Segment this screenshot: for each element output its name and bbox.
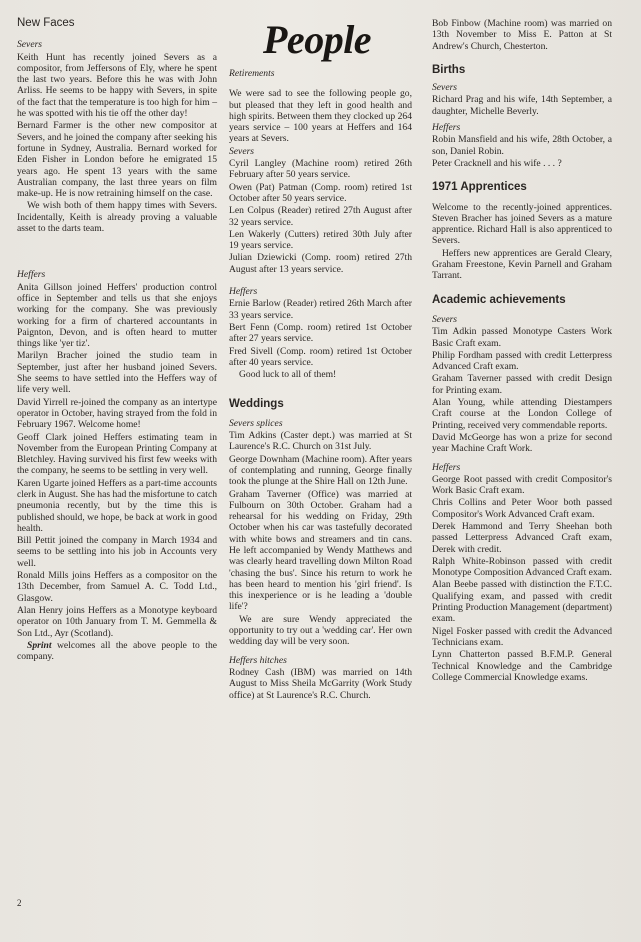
academic-heading: Academic achievements	[432, 293, 566, 306]
retirements-severs-list	[229, 158, 412, 275]
new-face-karen-ugarte: Karen Ugarte joined Heffers as a part-time accounts clerk in August. She has had the misfortune to catch pneumonia recently, but by the time this is published should, we hope, be back at work in good health.	[17, 477, 217, 534]
wedding-rodney-cash: Rodney Cash (IBM) was married on 14th August to Miss Sheila McGarrity (Work Study office) at St Laurence's R.C. Church.	[229, 666, 412, 701]
new-faces-severs-label: Severs	[17, 39, 43, 51]
retirement-item: Cyril Langley (Machine room) retired 26th February after 50 years service.	[229, 158, 412, 181]
new-face-geoff-clark: Geoff Clark joined Heffers estimating team in November from the European Printing Company at Bletchley. Having survived his first few weeks with the company, he seems to be settling in very well.	[17, 431, 217, 477]
wedding-bob-finbow: Bob Finbow (Machine room) was married on 13th November to Miss E. Patton at St Andrew's Church, Chesterton.	[432, 18, 612, 52]
academic-item: Alan Young, while attending Diestampers Craft course at the London College of Printing, received very commendable reports.	[432, 397, 612, 431]
page-number: 2	[17, 898, 22, 908]
academic-item: Tim Adkin passed Monotype Casters Work Basic Craft exam.	[432, 326, 612, 349]
column-retirements-weddings	[229, 18, 412, 702]
academic-item: Chris Collins and Peter Woor both passed Compositor's Work Advanced Craft exam.	[432, 497, 612, 520]
sprint-brand: Sprint	[27, 639, 52, 651]
weddings-severs-label: Severs splices	[229, 417, 283, 429]
academic-item: Lynn Chatterton passed B.F.M.P. General Technical Knowledge and the Cambridge College Commercial Knowledge exams.	[432, 649, 612, 683]
academic-severs-label: Severs	[432, 313, 458, 325]
births-heading: Births	[432, 63, 466, 76]
new-faces-closing-text: welcomes all the above people to the company.	[17, 639, 217, 663]
births-heffers-label: Heffers	[432, 122, 461, 134]
retirement-item: Len Colpus (Reader) retired 27th August after 32 years service.	[229, 205, 412, 228]
apprentices-severs: Welcome to the recently-joined apprentices. Steven Bracher has joined Severs as a mature apprentice. Richard Hall is also apprenticed to Severs.	[432, 201, 612, 247]
retirements-heffers-label: Heffers	[229, 286, 258, 298]
retirements-severs-label: Severs	[229, 145, 255, 157]
retirement-item: Ernie Barlow (Reader) retired 26th March after 33 years service.	[229, 298, 412, 321]
birth-robin-mansfield: Robin Mansfield and his wife, 28th October, a son, Daniel Robin.	[432, 134, 612, 157]
new-faces-severs-closing: We wish both of them happy times with Severs. Incidentally, Keith is already proving a valuable asset to the darts team.	[17, 200, 217, 235]
academic-item: Philip Fordham passed with credit Letterpress Advanced Craft exam.	[432, 349, 612, 373]
new-face-ronald-mills: Ronald Mills joins Heffers as a compositor on the 13th December, from Samuel A. C. Todd Ltd., Glasgow.	[17, 570, 217, 604]
new-face-anita-gillson: Anita Gillson joined Heffers' production control office in September and tells us that she enjoys working for the company. She was previously working for a firm of chartered accountants in Paignton, Devon, and is often heard to mutter things like 'yer tiz'.	[17, 281, 217, 350]
new-faces-heffers-label: Heffers	[17, 269, 46, 281]
new-face-david-yirrell: David Yirrell re-joined the company as an intertype operator in October, having strayed from the fold in February 1967. Welcome home!	[17, 396, 217, 431]
academic-item: Derek Hammond and Terry Sheehan both passed Letterpress Advanced Craft exam, Derek with credit.	[432, 520, 612, 555]
new-face-alan-henry: Alan Henry joins Heffers as a Monotype keyboard operator on 10th January from T. M. Gemmella & Son Ltd., Ayr (Scotland).	[17, 604, 217, 639]
retirements-intro: We were sad to see the following people go, but pleased that they left in good health and high spirits. Between them they clocked up 264 years service – 100 years at Heffers and 164 years at Severs.	[229, 88, 412, 145]
weddings-heffers-label: Heffers hitches	[229, 654, 287, 666]
birth-peter-cracknell: Peter Cracknell and his wife . . . ?	[432, 157, 562, 169]
column-births-apprentices-academic	[432, 18, 612, 684]
birth-richard-prag: Richard Prag and his wife, 14th September, a daughter, Michelle Beverly.	[432, 94, 612, 117]
new-faces-closing	[17, 640, 217, 663]
retirement-item: Bert Fenn (Comp. room) retired 1st October after 27 years service.	[229, 321, 412, 345]
wedding-tim-adkins: Tim Adkins (Caster dept.) was married at St Laurence's R.C. Church on 31st July.	[229, 430, 412, 453]
retirement-item: Fred Sivell (Comp. room) retired 1st October after 40 years service.	[229, 345, 412, 368]
apprentices-heffers: Heffers new apprentices are Gerald Cleary, Graham Freestone, Kevin Parnell and Graham Tarrant.	[432, 247, 612, 282]
academic-item: Alan Beebe passed with distinction the F.T.C. Qualifying exam, and passed with credit Printing Production Management (department) exam.	[432, 579, 612, 625]
retirement-item: Len Wakerly (Cutters) retired 30th July after 19 years service.	[229, 228, 412, 252]
academic-heffers-label: Heffers	[432, 461, 461, 473]
academic-item: David McGeorge has won a prize for second year Machine Craft Work.	[432, 431, 612, 455]
wedding-george-downham: George Downham (Machine room). After years of contemplating and running, George finally took the plunge at the Shire Hall on 12th June.	[229, 453, 412, 488]
academic-item: Graham Taverner passed with credit Design for Printing exam.	[432, 373, 612, 396]
retirement-item: Owen (Pat) Patman (Comp. room) retired 1st October after 50 years service.	[229, 181, 412, 204]
new-face-marilyn-bracher: Marilyn Bracher joined the studio team in September, just after her husband joined Severs. She seems to have settled into the Heffers way of life very well.	[17, 350, 217, 396]
weddings-heading: Weddings	[229, 398, 284, 411]
retirements-closing: Good luck to all of them!	[239, 369, 337, 381]
column-new-faces	[17, 18, 217, 663]
births-severs-label: Severs	[432, 82, 458, 94]
new-face-keith-hunt: Keith Hunt has recently joined Severs as a compositor, from Jeffersons of Ely, where he spent the last two years. Before this he was with John Arliss. He seems to be happy with Severs, in spite of the fact that the temperature is too high for him – he was spotted with his tie off the other day!	[17, 51, 217, 120]
page-title: People	[263, 17, 372, 62]
wedding-graham-taverner: Graham Taverner (Office) was married at Fulbourn on 30th October. Graham had a rehearsal for his wedding on Friday, 29th October when his car was tastefully decorated with white bows and streamers and tin cans. He left accompanied by Wendy Matthews and was clearly heard travelling down Milton Road 'chasing the bus'. Since his return to work he has been heard to mention his 'girl friend'. Is this inexperience or is he leading a 'double life'?	[229, 488, 412, 613]
apprentices-heading: 1971 Apprentices	[432, 181, 527, 194]
academic-item: Nigel Fosker passed with credit the Advanced Technicians exam.	[432, 625, 612, 648]
new-face-bernard-farmer: Bernard Farmer is the other new compositor at Severs, and he joined the company after seeking his fortune in Sydney, Australia. Bernard worked for Eden Fisher in London before he emigrated 15 years ago. He spent 13 years with the same Australian company, the last three years on film make-up. He is now retraining himself on the case.	[17, 120, 217, 200]
wedding-wendy-note: We are sure Wendy appreciated the opportunity to try out a 'wedding car'. Her own wedding day will be very soon.	[229, 613, 412, 648]
new-faces-heading: New Faces	[17, 17, 75, 29]
academic-item: Ralph White-Robinson passed with credit Monotype Composition Advanced Craft exam.	[432, 555, 612, 579]
academic-item: George Root passed with credit Compositor's Work Basic Craft exam.	[432, 473, 612, 497]
retirement-item: Julian Dziewicki (Comp. room) retired 27th August after 13 years service.	[229, 252, 412, 275]
retirements-heffers-list	[229, 298, 412, 368]
new-face-bill-pettit: Bill Pettit joined the company in March 1934 and seems to be settling into his job in Accounts very well.	[17, 535, 217, 569]
academic-heffers-list	[432, 474, 612, 683]
academic-severs-list	[432, 326, 612, 454]
retirements-heading: Retirements	[229, 68, 275, 79]
